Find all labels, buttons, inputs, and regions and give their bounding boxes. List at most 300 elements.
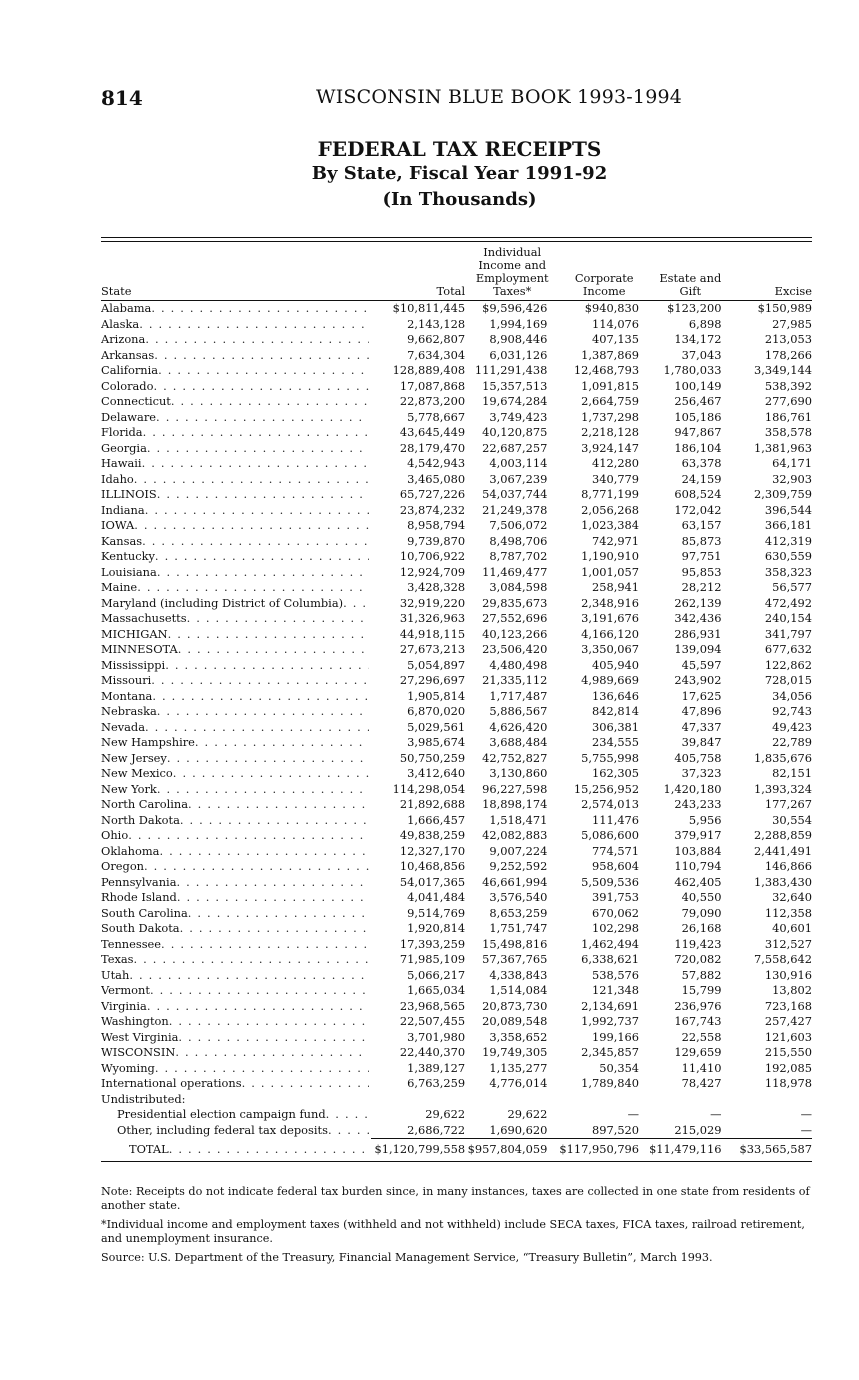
state-name: Kansas [101,533,143,548]
corporate-cell: 1,091,815 [581,378,640,393]
note-text: Note: Receipts do not indicate federal tax burden since, in many instances, taxes are collected in one state from residents of another state. [101,1185,810,1212]
state-cell [101,906,371,922]
state-name: California [101,363,159,377]
leader-dots [145,720,369,736]
estate-cell: 100,149 [674,378,722,393]
leader-dots [145,503,369,519]
state-name: TOTAL [129,1141,169,1156]
state-name: Oklahoma [101,843,160,858]
excise-cell: $33,565,587 [732,1139,812,1162]
col-header-state: State [101,284,132,298]
corporate-cell: — [627,1107,640,1121]
individual-cell: $957,804,059 [465,1139,559,1162]
estate-cell: 119,423 [674,936,722,951]
corporate-cell: 6,338,621 [581,952,640,966]
leader-dots [150,983,369,999]
state-name: MINNESOTA [101,642,178,656]
corporate-cell: 1,190,910 [581,549,640,563]
leader-dots [156,410,369,426]
estate-cell: 110,794 [674,859,722,873]
total-cell: 3,701,980 [407,1029,466,1044]
leader-dots [188,906,369,922]
leader-dots [195,735,369,751]
individual-cell: 3,084,598 [489,580,548,594]
excise-cell: 186,761 [764,409,812,424]
leader-dots [158,363,369,379]
individual-cell: 111,291,438 [474,363,548,377]
state-name: Arizona [101,332,146,346]
excise-cell: 32,903 [772,471,812,486]
excise-cell: 112,358 [764,905,812,920]
state-cell [101,394,371,410]
leader-dots [157,704,369,720]
state-name: Maine [101,580,138,594]
corporate-cell: 5,755,998 [581,750,640,765]
table-row [101,844,812,860]
estate-cell: 720,082 [674,952,722,966]
estate-cell: 78,427 [681,1076,722,1090]
excise-cell: 412,319 [764,533,812,548]
total-cell: 23,874,232 [399,502,466,517]
excise-cell: 122,862 [764,657,812,672]
total-cell: 27,296,697 [399,673,466,687]
table-row [101,1045,812,1061]
state-name: Arkansas [101,347,155,362]
leader-dots [157,487,369,503]
estate-cell: 342,436 [674,611,722,625]
state-name: MICHIGAN [101,626,168,641]
leader-dots [165,658,369,674]
total-row [101,1139,812,1162]
estate-cell: 134,172 [674,332,722,346]
corporate-cell: 2,664,759 [581,394,640,408]
corporate-cell: 405,940 [591,657,640,672]
table-row [101,534,812,550]
estate-cell: 172,042 [674,502,722,517]
excise-cell: 366,181 [764,518,812,532]
estate-cell: 15,799 [681,983,722,997]
total-cell: 21,892,688 [399,797,466,811]
state-name: Utah [101,967,130,982]
table-row [101,456,812,472]
state-cell [101,1139,371,1162]
leader-dots [180,813,369,829]
excise-cell: 3,349,144 [754,363,812,377]
excise-cell: $150,989 [757,301,812,315]
individual-cell: 40,123,266 [482,626,548,641]
corporate-cell: 2,574,013 [581,797,640,811]
state-cell [101,751,371,767]
table-row [101,379,812,395]
state-name: Virginia [101,998,147,1013]
state-name: New Hampshire [101,735,195,749]
table-row [101,921,812,937]
estate-cell: 462,405 [674,874,722,889]
individual-cell: 11,469,477 [482,564,548,579]
estate-cell: 37,043 [681,347,722,362]
estate-cell: — [710,1107,722,1121]
individual-cell: 4,776,014 [489,1076,548,1090]
estate-cell: 608,524 [674,487,722,501]
table-row [101,472,812,488]
corporate-cell: 234,555 [591,735,640,749]
estate-cell: 286,931 [674,626,722,641]
state-cell [101,317,371,333]
estate-cell: 1,780,033 [663,363,722,377]
table-row [101,627,812,643]
individual-cell: 3,067,239 [489,471,548,486]
state-name: International operations [101,1076,242,1090]
state-name: Pennsylvania [101,874,177,889]
individual-cell: 29,622 [507,1107,548,1121]
corporate-cell: 2,345,857 [581,1045,640,1059]
excise-cell: 118,978 [764,1076,812,1090]
estate-cell: 47,337 [681,719,722,734]
table-row [101,348,812,364]
estate-cell: 37,323 [681,766,722,780]
corporate-cell: 842,814 [591,704,640,718]
excise-cell: 49,423 [772,719,812,734]
state-cell [101,720,371,736]
estate-cell: 97,751 [681,549,722,563]
estate-cell: 105,186 [674,409,722,424]
state-cell [101,673,371,689]
total-cell: 27,673,213 [399,642,466,656]
leader-dots [187,611,369,627]
state-cell [101,921,371,937]
estate-cell: 63,378 [681,456,722,470]
corporate-cell: 407,135 [591,332,640,346]
excise-cell: 358,323 [764,564,812,579]
state-name: Rhode Island [101,890,177,904]
total-cell: 12,327,170 [399,843,466,858]
total-cell: 114,298,054 [392,781,466,796]
leader-dots [157,565,369,581]
state-cell [101,1045,371,1061]
excise-cell: 1,383,430 [754,874,812,889]
state-name: Alabama [101,301,152,315]
state-name: Kentucky [101,549,155,563]
corporate-cell: 958,604 [591,859,640,873]
estate-cell: 47,896 [681,704,722,718]
total-cell: 9,739,870 [407,533,466,548]
excise-cell: 213,053 [764,332,812,346]
leader-dots [134,472,369,488]
table-row [101,487,812,503]
table-row [101,813,812,829]
table-row [101,720,812,736]
state-cell [101,1014,371,1030]
state-cell [101,410,371,426]
leader-dots [151,301,369,317]
state-cell [101,425,371,441]
excise-cell: 64,171 [772,456,812,470]
corporate-cell: 5,086,600 [581,828,640,842]
estate-cell: 22,558 [681,1029,722,1044]
individual-cell: 42,752,827 [482,750,548,765]
individual-cell: 57,367,765 [482,952,548,966]
individual-cell: 1,717,487 [489,688,548,703]
corporate-cell: 162,305 [591,766,640,780]
col-header-individual: Individual Income and Employment Taxes* [475,245,549,298]
individual-cell: 3,688,484 [489,735,548,749]
state-cell [101,704,371,720]
estate-cell: 139,094 [674,642,722,656]
leader-dots [139,317,369,333]
table-row [101,301,812,317]
corporate-cell: 391,753 [591,890,640,904]
table-row [101,658,812,674]
total-cell: 10,468,856 [399,859,466,873]
state-cell [101,797,371,813]
state-cell [101,472,371,488]
state-name: Nevada [101,719,146,734]
table-row [101,766,812,782]
state-name: Washington [101,1014,169,1028]
individual-cell: 4,626,420 [489,719,548,734]
total-cell: 22,507,455 [399,1014,466,1028]
state-cell [101,1030,371,1046]
excise-cell: 30,554 [772,812,812,827]
state-name: South Dakota [101,921,180,935]
excise-cell: 13,802 [772,983,812,997]
estate-cell: 5,956 [688,812,722,827]
excise-cell: 2,441,491 [754,843,812,858]
leader-dots [168,627,369,643]
table-row [101,363,812,379]
source-text: Source: U.S. Department of the Treasury, Financial Management Service, “Treasury Bulletin”, March 1993. [101,1251,713,1264]
state-cell [101,332,371,348]
state-cell [101,1107,371,1123]
individual-cell: 4,003,114 [489,456,548,470]
corporate-cell: 1,462,494 [581,936,640,951]
individual-cell: 54,037,744 [482,487,548,501]
excise-cell: 27,985 [772,316,812,331]
leader-dots [171,394,369,410]
leader-dots [326,1107,369,1123]
corporate-cell: 1,737,298 [581,409,640,424]
individual-cell: 8,787,702 [489,549,548,563]
leader-dots [328,1123,369,1139]
corporate-cell: 742,971 [591,533,640,548]
individual-cell: 3,749,423 [489,409,548,424]
excise-cell: 1,381,963 [754,440,812,455]
state-cell [101,379,371,395]
corporate-cell: 50,354 [599,1060,640,1075]
individual-cell: 22,687,257 [482,440,548,455]
state-name: Hawaii [101,456,142,470]
total-cell: 32,919,220 [399,595,466,610]
state-cell [101,596,371,612]
individual-cell: 20,089,548 [482,1014,548,1028]
leader-dots [153,379,369,395]
estate-cell: 129,659 [674,1045,722,1059]
total-cell: $10,811,445 [392,301,466,315]
state-name: Louisiana [101,564,157,579]
state-name: Other, including federal tax deposits [117,1122,328,1137]
total-cell: 17,393,259 [399,936,466,951]
excise-cell: 2,288,859 [754,828,812,842]
state-cell [101,503,371,519]
individual-cell: 19,674,284 [482,394,548,408]
individual-cell: 3,358,652 [489,1029,548,1044]
corporate-cell: 258,941 [591,580,640,594]
estate-cell: 256,467 [674,394,722,408]
table-row [101,1061,812,1077]
corporate-cell: $940,830 [584,301,640,315]
individual-cell: 21,249,378 [482,502,548,517]
estate-cell: $11,479,116 [649,1139,731,1162]
leader-dots [152,689,369,705]
excise-cell: 240,154 [764,611,812,625]
individual-cell: 3,130,860 [489,766,548,780]
leader-dots [144,859,369,875]
total-cell: 5,054,897 [407,657,466,672]
total-cell: 3,428,328 [407,580,466,594]
individual-cell: 21,335,112 [482,673,548,687]
leader-dots [169,1014,369,1030]
state-cell [101,1076,371,1092]
units-note: (In Thousands) [382,189,537,210]
state-name: South Carolina [101,905,188,920]
table-row [101,518,812,534]
corporate-cell: 306,381 [591,719,640,734]
undistributed-label: Undistributed: [101,1091,186,1106]
state-name: Tennessee [101,936,162,951]
corporate-cell: 1,789,840 [581,1076,640,1090]
individual-cell: 46,661,994 [482,874,548,889]
excise-cell: 82,151 [772,766,812,780]
table-row [101,673,812,689]
table-row [101,425,812,441]
total-cell: 3,412,640 [407,766,466,780]
corporate-cell: 670,062 [591,905,640,920]
total-cell: 5,778,667 [407,409,466,424]
individual-cell: 5,886,567 [489,704,548,718]
excise-cell: 215,550 [764,1045,812,1059]
state-cell [101,937,371,953]
estate-cell: 39,847 [681,735,722,749]
state-cell [101,875,371,891]
table-row [101,797,812,813]
state-name: Indiana [101,502,145,517]
leader-dots [242,1076,369,1092]
state-name: Missouri [101,673,152,687]
running-head: WISCONSIN BLUE BOOK 1993-1994 [316,86,683,108]
table-header-row [101,246,812,301]
individual-cell: 23,506,420 [482,642,548,656]
corporate-cell: 1,001,057 [581,564,640,579]
table-row [101,782,812,798]
state-name: Connecticut [101,394,171,408]
leader-dots [154,348,369,364]
table-row [101,875,812,891]
state-cell [101,890,371,906]
state-name: Alaska [101,316,140,331]
total-cell: 1,920,814 [407,921,466,935]
state-cell [101,301,371,317]
state-name: Delaware [101,409,157,424]
total-cell: 54,017,365 [399,874,466,889]
individual-cell: 15,498,816 [482,936,548,951]
excise-cell: 1,835,676 [754,750,812,765]
individual-cell: 4,338,843 [489,967,548,982]
total-cell: 3,465,080 [407,471,466,486]
total-cell: $1,120,799,558 [371,1139,465,1162]
state-name: New York [101,781,157,796]
notes [101,1185,814,1271]
state-name: IOWA [101,518,135,532]
corporate-cell: 1,023,384 [581,518,640,532]
excise-cell: 472,492 [764,595,812,610]
state-cell [101,952,371,968]
individual-cell: 19,749,305 [482,1045,548,1059]
table-row [101,549,812,565]
state-cell [101,844,371,860]
table-row [101,828,812,844]
state-cell [101,968,371,984]
estate-cell: 28,212 [681,580,722,594]
excise-cell: 56,577 [772,580,812,594]
corporate-cell: 538,576 [591,967,640,982]
excise-cell: 178,266 [764,347,812,362]
table-row [101,968,812,984]
table-row [101,611,812,627]
table-row [101,1014,812,1030]
corporate-cell: 8,771,199 [581,487,640,501]
table-row [101,503,812,519]
individual-cell: $9,596,426 [482,301,548,315]
corporate-cell: 2,056,268 [581,502,640,517]
total-cell: 43,645,449 [399,425,466,439]
state-cell [101,782,371,798]
leader-dots [178,642,369,658]
table-row [101,394,812,410]
individual-cell: 15,357,513 [482,378,548,393]
state-name: Texas [101,952,134,966]
individual-cell: 18,898,174 [482,797,548,811]
estate-cell: $123,200 [667,301,722,315]
state-cell [101,627,371,643]
total-cell: 29,622 [425,1107,466,1121]
leader-dots [173,766,369,782]
excise-cell: 7,558,642 [754,952,812,966]
leader-dots [143,425,369,441]
individual-cell: 7,506,072 [489,518,548,532]
leader-dots [147,999,369,1015]
state-name: Georgia [101,440,147,455]
excise-cell: 257,427 [764,1014,812,1028]
page-title: FEDERAL TAX RECEIPTS [317,137,602,161]
leader-dots [180,921,369,937]
leader-dots [159,844,369,860]
state-cell [101,441,371,457]
individual-cell: 4,480,498 [489,657,548,672]
estate-cell: 215,029 [649,1123,731,1139]
total-cell: 6,870,020 [407,704,466,718]
corporate-cell: 340,779 [591,471,640,486]
excise-cell: 677,632 [764,642,812,656]
individual-cell: 1,514,084 [489,983,548,997]
estate-cell: 243,902 [674,673,722,687]
state-cell [101,642,371,658]
individual-cell: 6,031,126 [489,347,548,362]
header-rule [101,237,812,242]
state-name: Florida [101,425,143,439]
state-cell [101,828,371,844]
state-name: North Carolina [101,797,189,811]
total-cell: 128,889,408 [392,363,466,377]
